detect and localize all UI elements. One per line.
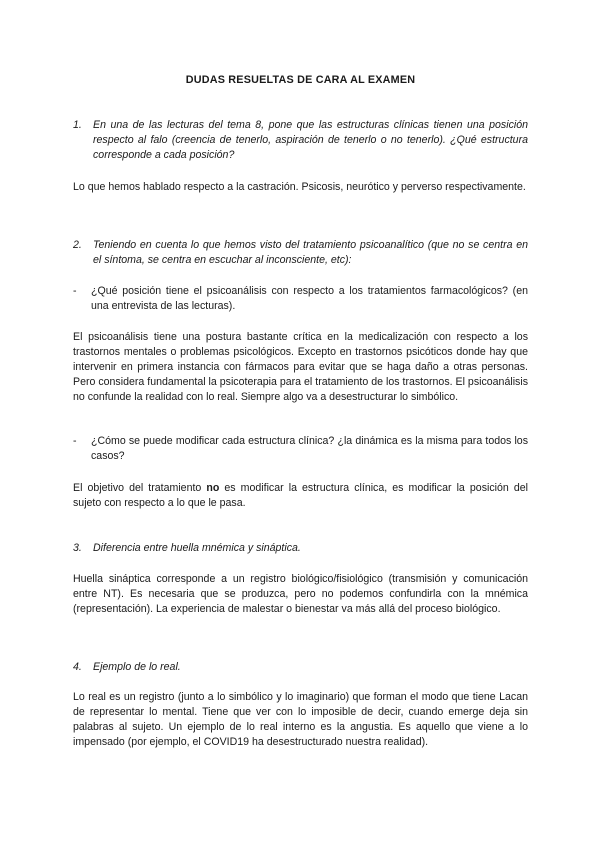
question-2-number: 2. <box>73 239 82 251</box>
question-2-sub-2-text: ¿Cómo se puede modificar cada estructura clínica? ¿la dinámica es la misma para todos los casos? <box>91 435 528 462</box>
answer-2-1-text: El psicoanálisis tiene una postura bastante crítica en la medicalización con respecto a los trastornos mentales o problemas psicológicos. Excepto en trastornos psicóticos donde hay que intervenir en primera instancia con fármacos para evitar que se haga daño a otras personas. Pero considera fundamental la psicoterapia para el tratamiento de los trastornos. El psicoanálisis no confunde la realidad con lo real. Siempre algo va a desestructurar lo simbólico. <box>73 331 528 403</box>
answer-2-2-bold: no <box>206 482 220 494</box>
answer-2-1 <box>73 330 528 405</box>
answer-2-2 <box>73 481 528 511</box>
question-4-number: 4. <box>73 661 82 673</box>
answer-4 <box>73 690 528 750</box>
question-1 <box>73 118 528 163</box>
bullet-dash: - <box>73 285 77 297</box>
answer-3 <box>73 572 528 617</box>
answer-1 <box>73 180 528 195</box>
bullet-dash: - <box>73 435 77 447</box>
answer-2-2-text <box>73 481 528 511</box>
answer-2-2-part2: es modificar la estructura clínica, es modificar la posición del sujeto con respecto a lo que le pasa. <box>73 482 528 509</box>
question-2 <box>73 238 528 268</box>
question-3-number: 3. <box>73 542 82 554</box>
document-title: DUDAS RESUELTAS DE CARA AL EXAMEN <box>185 74 416 86</box>
question-2-text: Teniendo en cuenta lo que hemos visto del tratamiento psicoanalítico (que no se centra en el síntoma, se centra en escuchar al inconsciente, etc): <box>93 239 528 266</box>
question-3-text: Diferencia entre huella mnémica y sináptica. <box>93 542 301 554</box>
question-4-text: Ejemplo de lo real. <box>93 661 181 673</box>
answer-3-text: Huella sináptica corresponde a un registro biológico/fisiológico (transmisión y comunicación entre NT). Es necesaria que se produzca, pero no podemos confundirla con la mnémica (representación). La experiencia de malestar o bienestar va más allá del proceso biológico. <box>73 573 528 615</box>
question-4 <box>73 660 528 675</box>
question-1-number: 1. <box>73 119 82 131</box>
question-2-sub-2 <box>73 434 528 464</box>
question-3 <box>73 541 528 556</box>
question-1-text: En una de las lecturas del tema 8, pone que las estructuras clínicas tienen una posición respecto al falo (creencia de tenerlo, aspiración de tenerlo o no tenerlo). ¿Qué estructura corresponde a cada posición? <box>93 119 528 161</box>
question-2-sub-1 <box>73 284 528 314</box>
answer-1-text: Lo que hemos hablado respecto a la castración. Psicosis, neurótico y perverso respectivamente. <box>73 181 526 193</box>
answer-4-text: Lo real es un registro (junto a lo simbólico y lo imaginario) que forman el modo que tiene Lacan de representar lo mental. Tiene que ver con lo imposible de decir, cuando emerge deja sin palabras al sujeto. Un ejemplo de lo real interno es la angustia. Es aquello que viene a lo impensado (por ejemplo, el COVID19 ha desestructurado nuestra realidad). <box>73 691 528 748</box>
question-2-sub-1-text: ¿Qué posición tiene el psicoanálisis con respecto a los tratamientos farmacológicos? (en una entrevista de las lecturas). <box>91 285 528 312</box>
answer-2-2-part1: El objetivo del tratamiento <box>73 482 207 494</box>
